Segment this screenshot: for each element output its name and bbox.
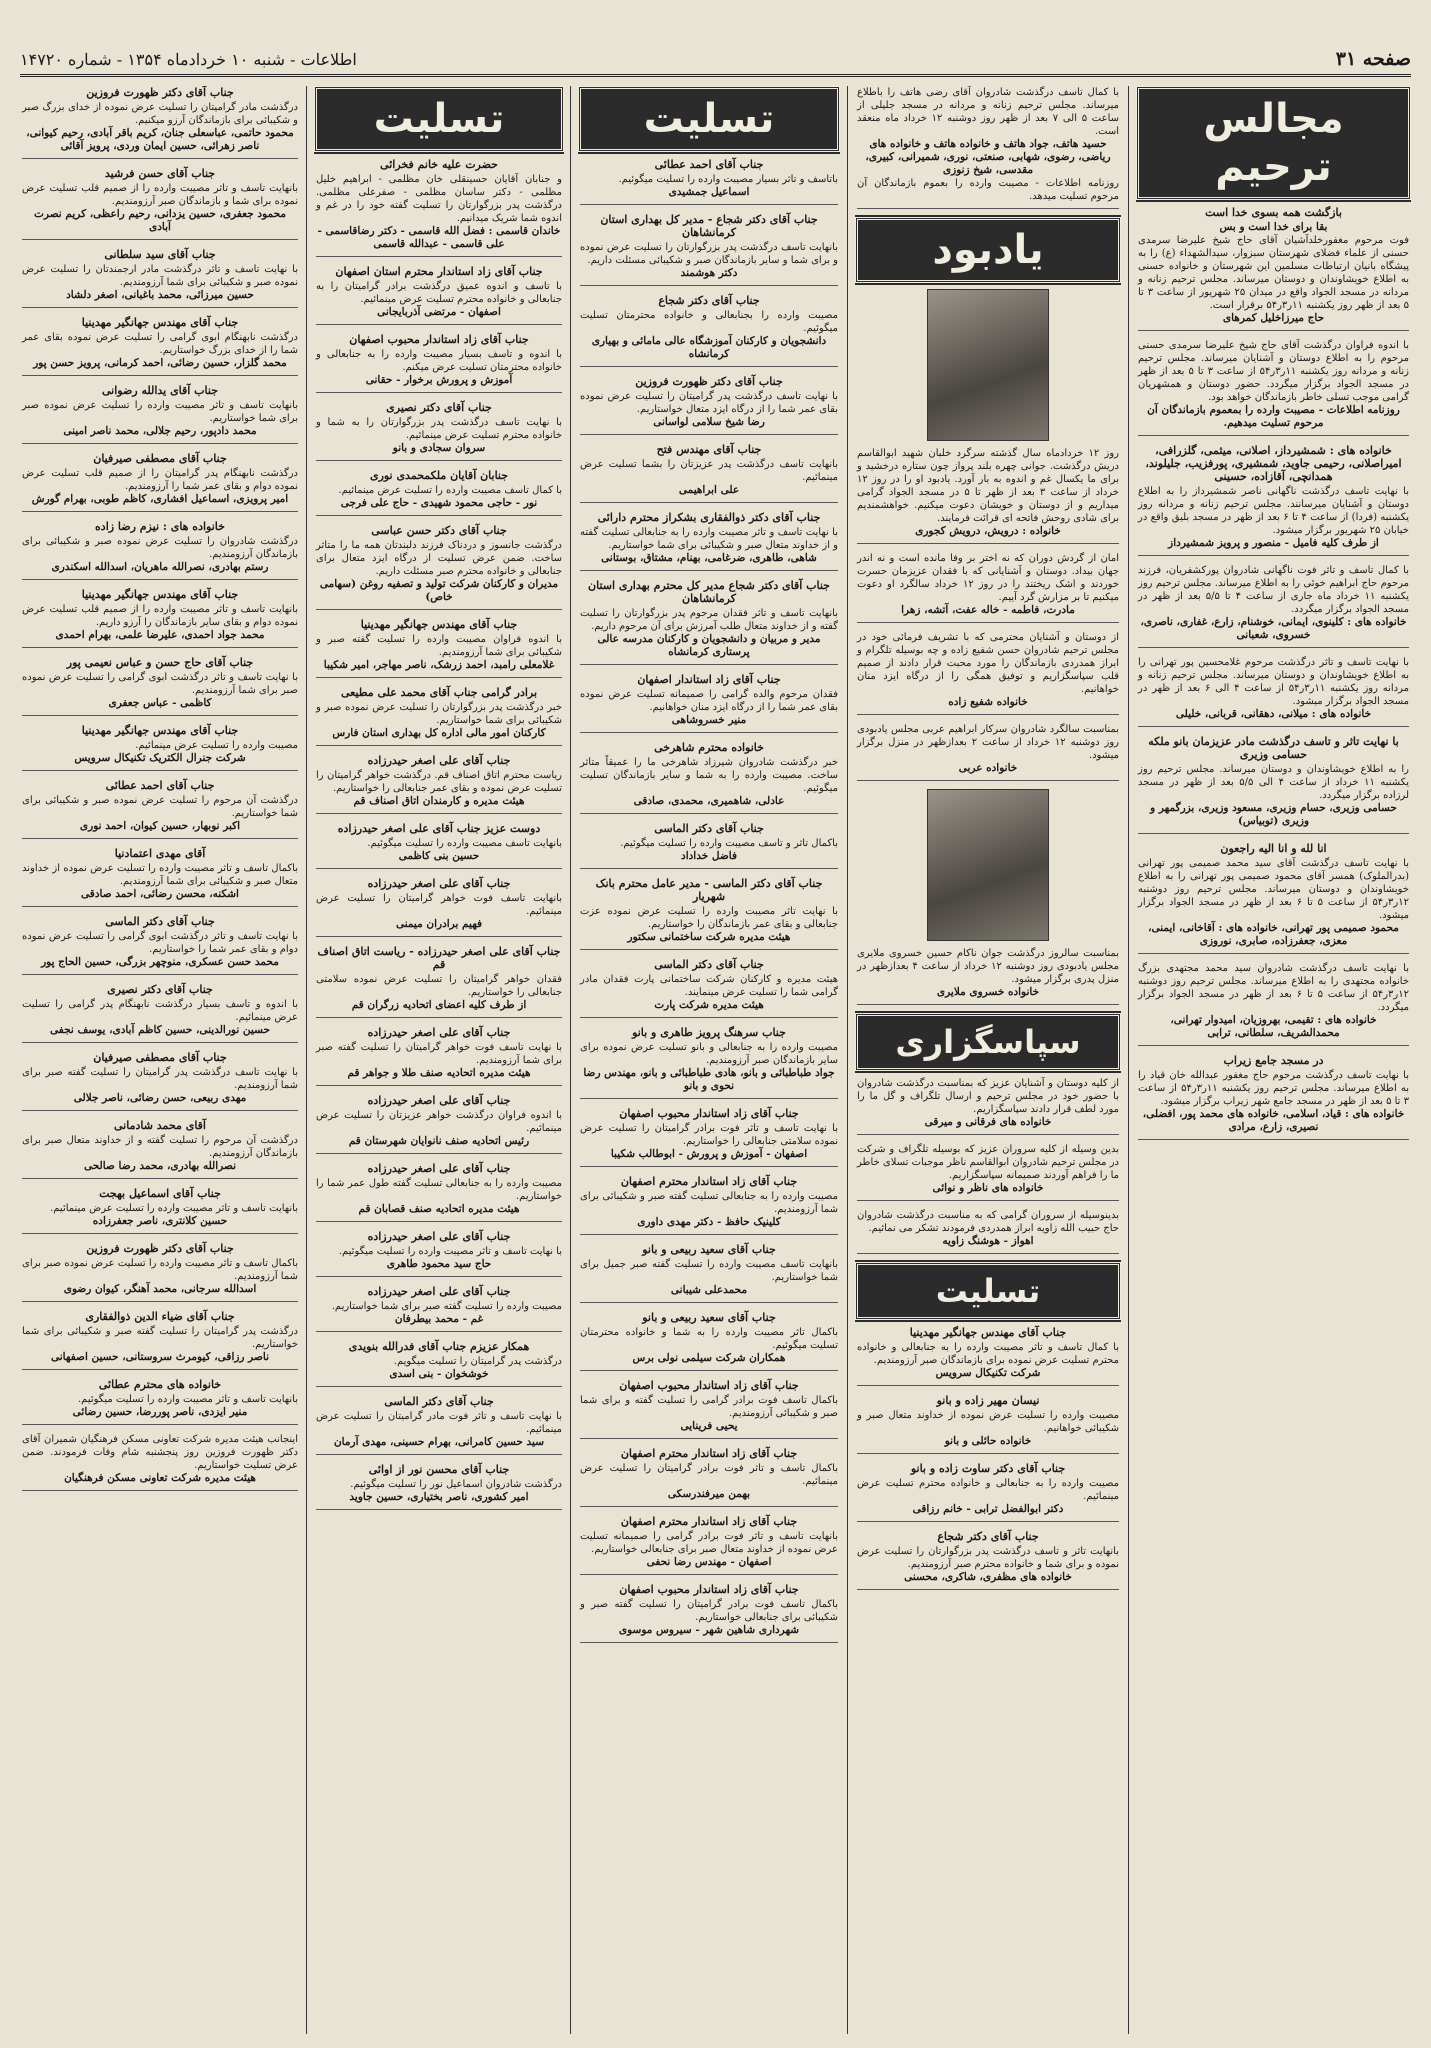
notice-body: هیئت مدیره و کارکنان شرکت ساختمانی پارت فقدان مادر گرامی شما را تسلیت عرض مینمایند. — [580, 974, 838, 998]
notice-title: جناب آقای علی اصغر حیدرزاده — [367, 1026, 511, 1039]
notice — [22, 384, 298, 444]
notice-body: با اندوه و تاسف بسیار مصیبت وارده را به جنابعالی و خانواده محترمتان تسلیت عرض میکنم. — [316, 349, 562, 373]
notice-sig: علی ابراهیمی — [678, 484, 740, 496]
notice-title: همکار عزیزم جناب آقای فدرالله بنویدی — [348, 1340, 530, 1353]
notice — [22, 915, 298, 975]
notice-title: جناب آقای زاد استاندار محترم اصفهان — [620, 1515, 798, 1528]
notice-title: جناب آقای دکتر شجاع مدیر کل محترم بهداری استان کرمانشاهان — [588, 579, 830, 605]
notice — [22, 248, 298, 308]
notice-body: با تاسف و اندوه عمیق درگذشت برادر گرامیتان را به جنابعالی و خانواده محترم تسلیت عرض مینمائیم. — [316, 281, 562, 305]
notice-sig: هیئت مدیره و کارمندان اتاق اصناف قم — [353, 795, 525, 807]
notice-sig: مدیران و کارکنان شرکت تولید و تصفیه روغن (سهامی خاص) — [319, 578, 559, 603]
notice-sig: رستم بهادری، نصرالله ماهریان، اسدالله اسکندری — [51, 561, 269, 573]
notice-body: درگذشت نابهنگام ابوی گرامی را تسلیت عرض نموده بقای عمر شما را از خدای بزرگ خواستاریم. — [22, 332, 298, 356]
notice-body: بانهایت تاسف و تاثر مصیبت وارده را از صمیم قلب تسلیت عرض نموده برای شما و بازماندگان صبر آرزومندیم. — [22, 183, 298, 207]
notice-body: درگذشت شادروان اسماعیل نور را تسلیت میگوئیم. — [350, 1479, 562, 1490]
column-taslit-b — [314, 86, 564, 2034]
notice-sig: خوشخوان - بنی اسدی — [389, 1368, 489, 1380]
notice: با نهایت تاثر و تاسف درگذشت مادر عزیزمان بانو ملکه حسامی وزیری را به اطلاع خویشاوندان و دوستان میرساند. مجلس ترحیم روز یکشنبه ۱۱ خرداد از ساعت ۴ الی ۵/۵ بعد از ظهر در مسجد لرزاده برگزار میگردد. حسامی وزیری، حسام وزیری، مسعود وزیری، بزرگمهر و وزیری (توبیاس) — [1138, 735, 1409, 834]
notice-sig: از طرف کلیه اعضای اتحادیه زرگران قم — [351, 999, 527, 1011]
notice-body: خبر درگذشت پدر بزرگوارتان را تسلیت عرض نموده صبر و شکیبائی برای شما خواستاریم. — [316, 702, 562, 726]
notice-title: جناب آقای زاد استاندار محبوب اصفهان — [619, 1379, 799, 1392]
notice-body: باکمال تاسف و تاثر فوت برادر گرامیتان را تسلیت عرض مینمائیم. — [580, 1463, 838, 1487]
notice-sig: خاندان قاسمی : فضل الله قاسمی - دکتر رضاقاسمی - علی قاسمی - عبدالله قاسمی — [317, 225, 561, 250]
notice-title: جناب آقای علی اصغر حیدرزاده — [367, 1094, 511, 1107]
notice-sig: امیر پرویزی، اسماعیل افشاری، کاظم طوبی، بهرام گورش — [31, 493, 289, 505]
notice-body: با نهایت تاسف درگذشت پدر بزرگوارتان را به شما و خانواده محترم تسلیت عرض مینمائیم. — [316, 417, 562, 441]
notice-body: مصیبت وارده را به جنابعالی و بانو تسلیت عرض نموده برای سایر بازماندگان صبر آرزومندیم. — [580, 1042, 838, 1066]
notice — [580, 741, 838, 814]
notice-title: جناب آقای مصطفی صیرفیان — [93, 452, 227, 465]
notice-body: درگذشت آن مرحوم را تسلیت عرض نموده صبر و شکیبائی برای شما خواستاریم. — [22, 795, 298, 819]
notice-sig: محمد جواد احمدی، علیرضا علمی، بهرام احمدی — [55, 629, 265, 641]
notice-sig: فاضل خداداد — [681, 850, 737, 862]
notice-title: جناب آقای علی اصغر حیدرزاده — [367, 1230, 511, 1243]
notice — [316, 1094, 562, 1154]
notice: از دوستان و آشنایان محترمی که با تشریف فرمائی خود در مجلس ترحیم شادروان حسن شفیع زاده و چه بوسیله تلگرام و ابراز همدردی بازماندگان را مورد محبت قرار دادند از صمیم قلب سپاسگزاریم و توفیق همگی را از درگاه ایزد منان خواهانیم. خانواده شفیع زاده — [857, 631, 1119, 715]
notice-body: با نهایت تاسف فوت خواهر گرامیتان را تسلیت گفته صبر برای شما آرزومندیم. — [316, 1042, 562, 1066]
notice-title: جناب آقای اسماعیل بهجت — [99, 1187, 221, 1200]
notice — [22, 1051, 298, 1111]
notice-title: جناب آقای احمد عطائی — [654, 158, 764, 171]
column-taslit-c — [20, 86, 300, 2034]
notice-sig: محمود جعفری، حسین یزدانی، رحیم راعظی، کریم نصرت آبادی — [34, 208, 286, 233]
section-heading: تسلیت — [855, 1262, 1121, 1320]
notice — [580, 294, 838, 367]
issue-info: اطلاعات - شنبه ۱۰ خردادماه ۱۳۵۴ - شماره ۱۴۷۲۰ — [20, 49, 357, 69]
notice-sig: همکاران شرکت سیلمی نولی برس — [632, 1352, 786, 1364]
notice — [22, 520, 298, 580]
notice-title: جناب آقای ضیاء الدین ذوالفقاری — [85, 1310, 235, 1323]
notice-sig: محمد گلزار، حسین رضائی، احمد کرمانی، پرویز حسن پور — [33, 357, 287, 369]
notice-title: جناب آقای مهندس جهانگیر مهدینیا — [81, 588, 239, 601]
notice-sig: رئیس اتحادیه صنف نانوایان شهرستان قم — [348, 1135, 530, 1147]
notice-sig: ناصر رزاقی، کیومرث سروستانی، حسین اصفهانی — [51, 1351, 269, 1363]
notice: جناب آقای دکتر شجاع بانهایت تاثر و تاسف درگذشت پدر بزرگوارتان را تسلیت عرض نموده و برای شما و خانواده محترم صبر آرزومندیم. خانواده های مظفری، شاکری، محسنی — [857, 1530, 1119, 1590]
notice-body: با اندوه و تاسف بسیار درگذشت نابهنگام پدر گرامی را تسلیت عرض مینمائیم. — [22, 999, 298, 1023]
notice: بازگشت همه بسوی خدا است بقا برای خدا است و بس فوت مرحوم مغفورخلدآشیان آقای حاج شیخ علیرضا سرمدی حسنی از علماء فضلای شهرستان سبزوار، سیدالشهداء (ع) را به پیشگاه بانیان ارتباطات مسلمین این شهرستان و خانواده حسنی به اطلاع خویشاوندان و دوستان میرساند. مجلس ترحیم زنانه و مردانه در مسجد الجواد واقع در میدان ۲۵ شهریور از ساعت ۳ تا ۵ بعد از ظهر روز یکشنبه ۱۱ر۳ر۵۴ برقرار است. حاج میرزاخلیل کمرهای — [1138, 206, 1409, 331]
notice-sig: شهرداری شاهین شهر - سیروس موسوی — [618, 1624, 800, 1636]
notice-title: جناب آقای مهندس جهانگیر مهدینیا — [360, 618, 518, 631]
notice — [580, 1026, 838, 1099]
notice-body: درگذشت آن مرحوم را تسلیت گفته و از خداوند متعال صبر برای بازماندگان آرزومندیم. — [22, 1135, 298, 1159]
notice-sig: اصفهان - مرتضی آذربایجانی — [377, 306, 501, 318]
notice-title: جناب آقای دکتر الماسی — [384, 1395, 494, 1408]
notice-sig: بهمن میرفندرسکی — [667, 1488, 751, 1500]
notice — [580, 822, 838, 869]
notice-sig: هیئت مدیره اتحادیه صنف قصابان قم — [358, 1203, 520, 1215]
notice-title: آقای محمد شادمانی — [113, 1119, 206, 1132]
notice — [22, 1378, 298, 1425]
notice-body: بانهایت تاسف مصیبت وارده را تسلیت میگوئیم. — [367, 838, 562, 849]
notice — [580, 1311, 838, 1371]
notice-title: جناب آقای زاد استاندار اصفهان — [637, 673, 781, 686]
notice-sig: هیئت مدیره شرکت پارت — [654, 999, 764, 1011]
notice-sig: اصفهان - آموزش و پرورش - ابوطالب شکیبا — [610, 1148, 808, 1160]
notice — [316, 877, 562, 937]
notice: بمناسبت سالگرد شادروان سرکار ابراهیم عربی مجلس یادبودی روز دوشنبه ۱۲ خرداد از ساعت ۲ بعدازظهر در منزل برگزار میشود. خانواده عربی — [857, 723, 1119, 781]
column-rule — [1128, 86, 1129, 2034]
notice-title: جناب آقای دکتر الماسی — [654, 958, 764, 971]
notice — [580, 1583, 838, 1643]
notice-sig: سید حسین کامرانی، بهرام حسینی، مهدی آرمان — [333, 1436, 545, 1448]
notice — [316, 686, 562, 746]
notice-body: بانهایت تاسف و تاثر مصیبت وارده را از صمیم قلب تسلیت عرض نموده دوام و بقای سایر بازماندگان را آرزو داریم. — [22, 604, 298, 628]
notice-body: بانهایت تاسف و تاثر مصیبت وارده را تسلیت میگوئیم. — [78, 1394, 298, 1405]
notice-sig: هیئت مدیره شرکت تعاونی مسکن فرهنگیان — [64, 1472, 256, 1484]
notice: در مسجد جامع زیراب با نهایت تاسف درگذشت مرحوم حاج مغفور عبدالله خان قیاد را به اطلاع میرساند. مجلس ترحیم روز یکشنبه ۱۱ر۳ر۵۴ از ساعت ۳ تا ۵ بعد از ظهر در مسجد جامع شهر زیراب برگزار میشود. خانواده های : قیاد، اسلامی، خانواده های محمد پور، افضلی، نصیری، زارع، مرادی — [1138, 1054, 1409, 1140]
notice-body: باکمال تاسف و تاثر مصیبت وارده را تسلیت عرض نموده از خداوند متعال صبر و شکیبائی برای شما آرزومندیم. — [22, 863, 298, 887]
notice-title: جناب آقای زاد استاندار محترم اصفهان — [620, 1447, 798, 1460]
notice-title: جناب آقای دکتر الماسی - مدیر عامل محترم بانک شهریار — [595, 877, 823, 903]
notice — [316, 524, 562, 610]
section-heading: تسلیت — [314, 86, 564, 152]
notice-body: باکمال تاسف و تاثر مصیبت وارده را تسلیت عرض نموده صبر برای شما آرزومندیم. — [22, 1258, 298, 1282]
notice-sig: حسین میرزائی، محمد باغبانی، اصغر دلشاد — [66, 289, 254, 301]
notice-body: بانهایت تاسف و تاثر مصیبت وارده را تسلیت عرض مینمائیم. — [50, 1203, 298, 1214]
notice-body: بانهایت تاسف درگذشت پدر عزیزتان را بشما تسلیت عرض مینمائیم. — [580, 459, 838, 483]
notice — [316, 1463, 562, 1510]
notice-title: جناب آقای دکتر ذوالفقاری بشکراز محترم دارائی — [597, 511, 821, 524]
notice — [316, 401, 562, 461]
notice-body: درگذشت نابهنگام پدر گرامیتان را از صمیم قلب تسلیت عرض نموده دوام و بقای عمر شما را آرزومندیم. — [22, 468, 298, 492]
notice-sig: نصرالله بهادری، محمد رضا صالحی — [84, 1160, 236, 1172]
notice-sig: مهدی ربیعی، حسن رضائی، ناصر جلالی — [73, 1092, 247, 1104]
notice — [580, 1107, 838, 1167]
notice-body: با نهایت تاسف و تاثر درگذشت مادر ارجمندتان را تسلیت عرض نموده صبر و شکیبائی برای شما آرزومندیم. — [22, 264, 298, 288]
notice-title: جناب آقای یدالله رضوانی — [102, 384, 218, 397]
notice-title: جناب آقای زاد استاندار محبوب اصفهان — [619, 1583, 799, 1596]
notice — [22, 167, 298, 240]
notice-body: خبر درگذشت شادروان شیرزاد شاهرخی ما را عمیقاً متاثر ساخت. مصیبت وارده را به شما و سایر بازماندگان تسلیت میگوئیم. — [580, 757, 838, 794]
notice-body: درگذشت جانسوز و دردناک فرزند دلبندتان همه ما را متاثر ساخت. ضمن عرض تسلیت از درگاه ایزد متعال برای جنابعالی و خانواده محترم صبر مسئلت داریم. — [316, 540, 562, 577]
notice-body: با نهایت تاسف و تاثر فوت برادر گرامیتان را تسلیت عرض نموده سلامتی جنابعالی را خواستاریم. — [580, 1123, 838, 1147]
notice-title: دوست عزیز جناب آقای علی اصغر حیدرزاده — [337, 822, 541, 835]
notice-sig: امیر کشوری، ناصر بختیاری، حسین جاوید — [349, 1491, 529, 1503]
notice: از کلیه دوستان و آشنایان عزیز که بمناسبت درگذشت شادروان با حضور خود در مجلس ترحیم و ارسال تلگراف و گل ما را مورد لطف قرار دادند سپاسگزاریم. خانواده های فرقانی و میرقی — [857, 1077, 1119, 1135]
notice-title: آقای مهدی اعتمادنیا — [114, 847, 206, 860]
notice-title: خانواده های : نیزم رضا زاده — [95, 520, 225, 533]
notice-sig: حاج سید محمود طاهری — [386, 1258, 492, 1270]
notice-sig: حسین کلانتری، ناصر جعفرزاده — [92, 1215, 228, 1227]
notice-body: درگذشت مادر گرامیتان را تسلیت عرض نموده از خدای بزرگ صبر و شکیبائی برای بازماندگان آرزو میکنیم. — [22, 102, 298, 126]
notice-sig: محمود حاتمی، عباسعلی جنان، کریم باقر آبادی، رحیم کیوانی، ناصر زهرائی، حسین ایمان وردی، پرویز آقائی — [26, 127, 294, 152]
notice-sig: محمدعلی شیبانی — [670, 1284, 748, 1296]
notice — [580, 877, 838, 950]
notice — [580, 1379, 838, 1439]
notice-body: با اندوه فراوان مصیبت وارده را تسلیت گفته صبر و شکیبائی برای شما آرزومندیم. — [316, 634, 562, 658]
notice-sig: فهیم برادران میمنی — [395, 918, 483, 930]
notice-body: با نهایت تاسف درگذشت پدر گرامیتان را تسلیت گفته صبر برای شما آرزومندیم. — [22, 1067, 298, 1091]
notice-title: جناب آقای علی اصغر حیدرزاده — [367, 754, 511, 767]
notice — [580, 1447, 838, 1507]
notice-sig: محمد حسن عسکری، منوچهر بزرگی، حسین الحاج پور — [41, 956, 279, 968]
notice-sig: دانشجویان و کارکنان آموزشگاه عالی مامائی و بهیاری کرمانشاه — [591, 335, 827, 360]
notice-body: با نهایت تاسف و تاثر درگذشت ابوی گرامی را تسلیت عرض نموده دوام و بقای عمر شما را خواستاریم. — [22, 931, 298, 955]
notice-title: جناب آقای سعید ربیعی و بانو — [642, 1243, 776, 1256]
notice-sig: هیئت مدیره شرکت ساختمانی سکتور — [627, 931, 791, 943]
notice-body: با نهایت تاسف درگذشت پدر گرامیتان را تسلیت عرض نموده بقای عمر شما را از درگاه ایزد متعال خواستاریم. — [580, 391, 838, 415]
notice-sig: دکتر هوشمند — [680, 267, 738, 279]
notice-body: فقدان خواهر گرامیتان را تسلیت عرض نموده سلامتی جنابعالی را خواستاریم. — [316, 974, 562, 998]
notice-body: با کمال تاسف مصیبت وارده را تسلیت عرض مینمائیم. — [338, 485, 562, 496]
notice-title: جناب آقای حسن فرشید — [104, 167, 216, 180]
notice — [580, 443, 838, 503]
notice-sig: سروان سجادی و بانو — [392, 442, 486, 454]
notice — [580, 375, 838, 435]
notice-sig: رضا شیخ سلامی لواسانی — [653, 416, 765, 428]
notice-body: درگذشت پدر گرامیتان را تسلیت میگویم. — [393, 1356, 562, 1367]
notice-title: جناب آقای دکتر نصیری — [107, 983, 213, 996]
notice-body: باکمال تاسف فوت برادر گرامیتان را تسلیت گفته صبر و شکیبائی برای جنابعالی خواستاریم. — [580, 1599, 838, 1623]
section-heading: مجالس ترحیم — [1136, 86, 1411, 200]
notice-title: جناب آقای زاد استاندار محترم استان اصفهان — [335, 265, 543, 278]
notice — [316, 1026, 562, 1086]
notice — [22, 847, 298, 907]
notice: بمناسبت سالروز درگذشت جوان ناکام حسین خسروی ملایری مجلس یادبودی روز دوشنبه ۱۲ خرداد از ساعت ۴ بعدازظهر در منزل پدری برگزار میشود. خانواده خسروی ملایری — [857, 789, 1119, 1005]
notice-title: جناب آقای علی اصغر حیدرزاده — [367, 1285, 511, 1298]
notice-sig: اکبر نوبهار، حسین کیوان، احمد نوری — [79, 820, 241, 832]
notice-body: مصیبت وارده را تسلیت گفته صبر برای شما خواستاریم. — [331, 1301, 562, 1312]
notice-sig: مدیر و مربیان و دانشجویان و کارکنان مدرسه عالی پرستاری کرمانشاه — [597, 633, 821, 658]
notice-title: خانواده محترم شاهرخی — [654, 741, 764, 754]
notice-title: برادر گرامی جناب آقای محمد علی مطیعی — [340, 686, 538, 699]
notice-body: با نهایت تاسف و تاثر مصیبت وارده را به جنابعالی تسلیت گفته و از خداوند متعال صبر و شکیبائی برای شما خواستاریم. — [580, 527, 838, 551]
notice-title: جنابان آقایان ملکمحمدی نوری — [369, 469, 509, 482]
notice-body: با نهایت تاسف و تاثر مصیبت وارده را تسلیت میگوئیم. — [338, 1246, 562, 1257]
notice-sig: اشکنه، محسن رضائی، احمد صادقی — [81, 888, 239, 900]
notice-title: جناب آقای زاد استاندار محبوب اصفهان — [349, 333, 529, 346]
notice — [580, 1243, 838, 1303]
column-rule — [306, 86, 307, 2034]
notice: نیسان مهیر زاده و بانو مصیبت وارده را تسلیت عرض نموده از خداوند متعال صبر و شکیبائی خواهانیم. خانواده حائلی و بانو — [857, 1394, 1119, 1454]
notice — [22, 588, 298, 648]
notice-sig: کلینیک حافظ - دکتر مهدی داوری — [637, 1216, 781, 1228]
notice — [316, 469, 562, 516]
notice-sig: شرکت جنرال الکتریک تکنیکال سرویس — [74, 752, 246, 764]
portrait-photo — [927, 789, 1049, 941]
notice-title: جناب آقای دکتر نصیری — [386, 401, 492, 414]
notice: با کمال تاسف و تاثر فوت ناگهانی شادروان پورکشفریان، فرزند مرحوم حاج ابراهیم خوئی را به اطلاع میرساند. مجلس ترحیم روز یکشنبه ۱۱ خرداد ماه جاری از ساعت ۴ تا ۵/۵ بعد از ظهر در مسجد الجواد برگزار میگردد. خانواده های : کلینوی، ایمانی، خوشنام، زارع، غفاری، ناصری، خسروی، شعبانی — [1138, 564, 1409, 648]
notice-body: باکمال تاثر مصیبت وارده را به شما و خانواده محترمتان تسلیت میگوئیم. — [580, 1327, 838, 1351]
notice — [316, 1230, 562, 1277]
notice-title: جناب آقای زاد استاندار محترم اصفهان — [620, 1175, 798, 1188]
notice-body: بانهایت تاسف مصیبت وارده را تسلیت گفته صبر جمیل برای شما خواستاریم. — [580, 1259, 838, 1283]
notice-title: جناب آقای دکتر شجاع - مدیر کل بهداری استان کرمانشاهان — [600, 213, 818, 239]
notice-body: و جنابان آقایان حسینقلی خان مظلمی - ابراهیم خلیل مظلمی - دکتر ساسان مظلمی - صفرعلی مظلمی. درگذشت پدر بزرگوارتان را تسلیت گفته خود را در غم و اندوه شما شریک میدانیم. — [316, 174, 562, 224]
notice — [580, 673, 838, 733]
notice — [316, 618, 562, 678]
notice-title: جناب آقای مهندس فتح — [656, 443, 762, 456]
notice — [22, 86, 298, 159]
notice — [316, 822, 562, 869]
notice-title: جناب آقای دکتر الماسی — [654, 822, 764, 835]
notice-sig: عادلی، شاهمیری، محمدی، صادقی — [633, 795, 785, 807]
notice-sig: جواد طباطبائی و بانو، هادی طباطبائی و بانو، مهندس رضا نحوی و بانو — [583, 1067, 835, 1092]
notice — [316, 1340, 562, 1387]
notice-body: درگذشت شادروان را تسلیت عرض نموده صبر و شکیبائی برای بازماندگان آرزومندیم. — [22, 536, 298, 560]
notice-sig: کارکنان امور مالی اداره کل بهداری استان فارس — [332, 727, 546, 739]
notice — [316, 945, 562, 1018]
notice-title: جناب آقای سید سلطانی — [104, 248, 216, 261]
portrait-photo — [927, 289, 1049, 441]
notice-body: مصیبت وارده را تسلیت عرض مینمائیم. — [135, 740, 298, 751]
notice-title: حضرت علیه خانم فخرائی — [380, 158, 498, 171]
notice-body: بانهایت تاسف فوت خواهر گرامیتان را تسلیت عرض مینمائیم. — [316, 893, 562, 917]
notice-title: جناب آقای سعید ربیعی و بانو — [642, 1311, 776, 1324]
notice — [580, 213, 838, 286]
notice-body: بانهایت تاسف و تاثر فوت برادر گرامی را صمیمانه تسلیت عرض نموده از خداوند متعال صبر برای جنابعالی خواستاریم. — [580, 1531, 838, 1555]
notice — [316, 1285, 562, 1332]
notice-title: جناب سرهنگ پرویز طاهری و بانو — [632, 1026, 786, 1039]
notice-sig: آموزش و پرورش برخوار - حقانی — [365, 374, 513, 386]
notice-body: با نهایت تاسف و تاثر فوت مادر گرامیتان را تسلیت عرض مینمائیم. — [316, 1411, 562, 1435]
notice — [22, 1187, 298, 1234]
section-heading: سپاسگزاری — [855, 1013, 1121, 1071]
notice-sig: منیر ایزدی، ناصر پوررضا، حسین رضائی — [72, 1406, 248, 1418]
notice-sig: اصفهان - مهندس رضا نحفی — [646, 1556, 772, 1568]
notice-title: جناب آقای دکتر ظهورت فروزین — [86, 86, 234, 99]
notice — [316, 333, 562, 393]
notice-title: جناب آقای دکتر حسن عباسی — [371, 524, 507, 537]
notice-sig: غم - محمد بیطرفان — [394, 1313, 484, 1325]
notice: با اندوه فراوان درگذشت آقای حاج شیخ علیرضا سرمدی حسنی مرحوم را به اطلاع دوستان و آشنایان میرساند. مجلس ترحیم زنانه و مردانه روز یکشنبه ۱۱ر۳ر۵۴ از ساعت ۳ تا ۵ بعد از ظهر در مسجد الجواد برگزار میگردد. حضور دوستان و همشهریان گرامی موجب تسلی خاطر بازماندگان خواهد بود. روزنامه اطلاعات - مصیبت وارده را بمعموم بازماندگان آن مرحوم تسلیت میدهیم. — [1138, 339, 1409, 436]
notice-body: بانهایت تاسف درگذشت پدر بزرگوارتان را تسلیت عرض نموده و برای شما و سایر بازماندگان صبر و شکیبائی مسئلت داریم. — [580, 242, 838, 266]
notice-body: درگذشت پدر گرامیتان را تسلیت گفته صبر و شکیبائی برای شما خواستاریم. — [22, 1326, 298, 1350]
notice-sig: اسدالله سرجانی، محمد آهنگر، کیوان رضوی — [63, 1283, 257, 1295]
notice-title: جناب آقای دکتر ظهورت فروزین — [635, 375, 783, 388]
notice-sig: منیر خسروشاهی — [671, 714, 747, 726]
notice-body: باکمال تاسف فوت برادر گرامی را تسلیت گفته و برای شما صبر و شکیبائی آرزومندیم. — [580, 1395, 838, 1419]
notice-sig: نور - حاجی محمود شهیدی - حاج علی فرجی — [340, 497, 538, 509]
notice — [22, 1242, 298, 1302]
column-rule — [570, 86, 571, 2034]
notice — [22, 1119, 298, 1179]
notice — [580, 1175, 838, 1235]
masthead — [20, 44, 1411, 77]
notice — [580, 511, 838, 571]
notice: با نهایت تاسف و تاثر درگذشت مرحوم غلامحسین پور تهرانی را به اطلاع خویشاوندان و دوستان میرساند. مجلس ترحیم زنانه و مردانه روز یکشنبه ۱۱ر۳ر۵۴ از ساعت ۴ الی ۶ بعد از ظهر در مسجد الجواد برگزار میشود. خانواده های : میلانی، دهقانی، قربانی، خلیلی — [1138, 656, 1409, 727]
notice-body: باتاسف و تاثر بسیار مصیبت وارده را تسلیت میگوئیم. — [618, 174, 838, 185]
section-heading: یادبود — [855, 217, 1121, 283]
notice-title: جناب آقای دکتر الماسی — [105, 915, 215, 928]
notice — [580, 1515, 838, 1575]
column-rule — [847, 86, 848, 2034]
notice-title: جناب آقای دکتر ظهورت فروزین — [86, 1242, 234, 1255]
notice-sig: کاظمی - عباس جعفری — [108, 697, 212, 709]
notice — [580, 579, 838, 665]
notice — [316, 1162, 562, 1222]
notice — [316, 1395, 562, 1455]
notice-body: ریاست محترم اتاق اصناف قم. درگذشت خواهر گرامیتان را تسلیت عرض نموده و بقای عمر جنابعالی را خواستاریم. — [316, 770, 562, 794]
notice: روز ۱۲ خردادماه سال گذشته سرگرد خلبان شهید ابوالقاسم دریش درگذشت. جوانی چهره بلند پرواز چون ستاره درخشید و برای ما یکسال غم و اندوه به بار آورد. یادبود او را در روز ۱۲ خرداد از ساعت ۳ بعد از ظهر تا ۵ در مسجد الجواد گرامی میداریم و از دوستان و خویشان دعوت میکنیم. خواهشمندیم برای شادی روحش فاتحه ای قرائت فرمایند. خانواده : درویش، درویش کجوری — [857, 289, 1119, 544]
notice: انا لله و انا الیه راجعون با نهایت تاسف درگذشت آقای سید محمد صمیمی پور تهرانی (بدرالملوک) همسر آقای محمود صمیمی پور تهرانی را به اطلاع خویشاوندان و دوستان میرساند. مجلس ترحیم روز دوشنبه ۱۲ر۳ر۵۴ از ساعت ۵ تا ۶ بعد از ظهر در مسجد الجواد برگزار میشود. محمود صمیمی پور تهرانی، خانواده های : آقاخانی، ایمنی، معزی، جعفرزاده، صابری، نوروزی — [1138, 842, 1409, 954]
notice: با نهایت تاسف درگذشت شادروان سید محمد مجتهدی بزرگ خانواده مجتهدی را به اطلاع میرساند. مجلس ترحیم روز دوشنبه ۱۲ر۳ر۵۴ از ساعت ۵ تا ۶ بعد از ظهر در مسجد الجواد برگزار میگردد. خانواده های : تقیمی، بهروزیان، امیدوار تهرانی، محمدالشریف، سلطانی، ترابی — [1138, 962, 1409, 1046]
notice: امان از گردش دوران که نه اختر بر وفا مانده است و نه اندر جهان بیداد. دوستان و آشنایانی که با فقدان عزیزمان حسرت خوردند و اشک ریختند را در روز ۱۲ خرداد سالگرد او دعوت میکنیم تا بر مزارش گرد آییم. مادرت، فاطمه - خاله عفت، آتشه، زهرا — [857, 552, 1119, 623]
column-yadbud — [855, 86, 1121, 2034]
notice-body: مصیبت وارده را بجنابعالی و خانواده محترمتان تسلیت میگوئیم. — [580, 310, 838, 334]
notice — [22, 724, 298, 771]
notice — [22, 316, 298, 376]
notice-sig: هیئت مدیره اتحادیه صنف طلا و جواهر قم — [347, 1067, 531, 1079]
notice-title: جناب آقای محسن نور از اوائی — [368, 1463, 510, 1476]
notice-title: جناب آقای مصطفی صیرفیان — [93, 1051, 227, 1064]
notice-title: جناب آقای مهندس جهانگیر مهدینیا — [81, 724, 239, 737]
notice-sig: یحیی فرینایی — [680, 1420, 738, 1432]
notice-title: جناب آقای علی اصغر حیدرزاده — [367, 1162, 511, 1175]
notice-sig: حسین بنی کاظمی — [398, 850, 480, 862]
section-heading: تسلیت — [578, 86, 840, 152]
notice — [316, 265, 562, 325]
notice-sig: غلامعلی رامبد، احمد زرشک، ناصر مهاجر، امیر شکیبا — [323, 659, 555, 671]
notice: بدینوسیله از سروران گرامی که به مناسبت درگذشت شادروان حاج حبیب الله زاویه ابراز همدردی فرمودند تشکر می نمائیم. اهواز - هوشنگ زاویه — [857, 1209, 1119, 1254]
notice: بدین وسیله از کلیه سروران عزیز که بوسیله تلگراف و شرکت در مجلس ترحیم شادروان ابوالقاسم ناظر موجبات تسلای خاطر ما را فراهم آوردند صمیمانه سپاسگزاریم. خانواده های ناظر و نوائی — [857, 1143, 1119, 1201]
notice — [22, 983, 298, 1043]
notice — [22, 452, 298, 512]
notice-sig: اسماعیل جمشیدی — [668, 186, 750, 198]
notice-body: مصیبت وارده را به جنابعالی تسلیت گفته صبر و شکیبائی برای شما آرزومندیم. — [580, 1191, 838, 1215]
notice-body: اینجانب هیئت مدیره شرکت تعاونی مسکن فرهنگیان شمیران آقای دکتر ظهورت فروزین روز پنجشنبه شام وفات فرمودند. ضمن عرض تسلیت خواستاریم. — [22, 1434, 298, 1471]
notice: جناب آقای دکتر ساوت زاده و بانو مصیبت وارده را به جنابعالی و خانواده محترم تسلیت عرض مینمائیم. دکتر ابوالفضل ترابی - خانم رزاقی — [857, 1462, 1119, 1522]
notice-body: بانهایت تاسف و تاثر فقدان مرحوم پدر بزرگوارتان را تسلیت گفته و از خداوند متعال طلب آمرزش برای آن مرحوم داریم. — [580, 608, 838, 632]
column-taslit-a — [578, 86, 840, 2034]
notice — [316, 158, 562, 257]
notice — [22, 779, 298, 839]
notice-sig: شاهی، طاهری، ضرغامی، بهنام، مشتاق، بوستانی — [601, 552, 817, 564]
notice: با کمال تاسف درگذشت شادروان آقای رضی هاتف را باطلاع میرساند. مجلس ترحیم زنانه و مردانه در مسجد جلیلی از ساعت ۵ الی ۷ بعد از ظهر روز دوشنبه ۱۲ خرداد ماه منعقد است. حسید هاتف، جواد هاتف و خانواده هاتف و خانواده های ریاضی، رضوی، شهابی، صنعتی، نوری، شمیرانی، کبیری، مقدسی، شیخ زنوزی روزنامه اطلاعات - مصیبت وارده را بعموم بازماندگان آن مرحوم تسلیت میدهد. — [857, 86, 1119, 209]
notice — [22, 656, 298, 716]
notice-body: باکمال تاثر و تاسف مصیبت وارده را تسلیت میگوئیم. — [620, 838, 838, 849]
notice-body: با نهایت تاسف و تاثر درگذشت ابوی گرامی را تسلیت عرض نموده صبر برای شما آرزومندیم. — [22, 672, 298, 696]
notice-title: جناب آقای احمد عطائی — [105, 779, 215, 792]
notice — [580, 158, 838, 205]
notice-title: خانواده های محترم عطائی — [98, 1378, 222, 1391]
notice: خانواده های : شمشیرداز، اصلانی، میثمی، گلزرافی، امیراصلانی، رحیمی جاوید، شمشیری، پورفزیب، جلیلوند، همدانچی، آقازاده، حسینی با نهایت تاسف درگذشت ناگهانی ناصر شمشیرداز را به اطلاع دوستان و آشنایان میرسانند. مجلس ترحیم زنانه و مردانه روز یکشنبه (فردا) از ساعت ۴ تا ۶ بعد از ظهر در مسجد بلیق واقع در خیابان ۲۵ شهریور برگزار میشود. از طرف کلیه فامیل - منصور و پرویز شمشیرداز — [1138, 444, 1409, 556]
notice-body: با نهایت تاثر مصیبت وارده را تسلیت عرض نموده عزت جنابعالی و بقای عمر بازماندگان را خواستاریم. — [580, 906, 838, 930]
notice-title: جناب آقای علی اصغر حیدرزاده - ریاست اتاق اصناف قم — [317, 945, 561, 971]
notice-title: جناب آقای مهندس جهانگیر مهدینیا — [81, 316, 239, 329]
notice: جناب آقای مهندس جهانگیر مهدینیا با کمال تاسف و تاثر مصیبت وارده را به جنابعالی و خانواده محترم تسلیت عرض نموده برای بازماندگان صبر آرزومندیم. شرکت تکنیکال سرویس — [857, 1326, 1119, 1386]
notice-body: بانهایت تاسف و تاثر مصیبت وارده را تسلیت عرض نموده صبر برای شما خواستاریم. — [22, 400, 298, 424]
notice-sig: حسین نورالدینی، حسین کاظم آبادی، یوسف نجفی — [50, 1024, 270, 1036]
notice-body: با اندوه فراوان درگذشت خواهر عزیزتان را تسلیت عرض مینمائیم. — [316, 1110, 562, 1134]
notice-body: مصیبت وارده را به جنابعالی تسلیت گفته طول عمر شما را خواستاریم. — [316, 1178, 562, 1202]
notice — [316, 754, 562, 814]
notice-title: جناب آقای دکتر شجاع — [658, 294, 760, 307]
column-majales-tarhim — [1136, 86, 1411, 2034]
notice-body: فقدان مرحوم والده گرامی را صمیمانه تسلیت عرض نموده بقای عمر شما را از درگاه ایزد منان خواهانیم. — [580, 689, 838, 713]
notice-title: جناب آقای علی اصغر حیدرزاده — [367, 877, 511, 890]
notice-sig: محمد دادپور، رحیم جلالی، محمد ناصر امینی — [63, 425, 257, 437]
notice-title: جناب آقای حاج حسن و عباس نعیمی پور — [66, 656, 254, 669]
notice — [22, 1433, 298, 1491]
page-number: صفحه ۳۱ — [1335, 48, 1411, 70]
notice — [580, 958, 838, 1018]
notice — [22, 1310, 298, 1370]
notice-title: جناب آقای زاد استاندار محبوب اصفهان — [619, 1107, 799, 1120]
